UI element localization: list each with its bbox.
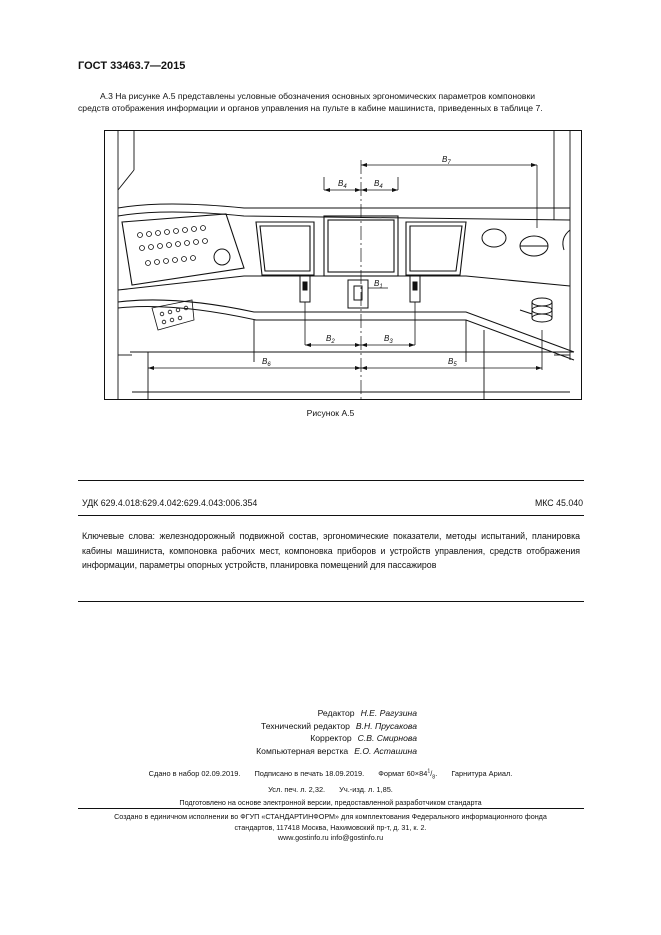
driver-console-drawing bbox=[104, 130, 582, 400]
dimension-lines bbox=[148, 165, 542, 370]
indicator-lamps bbox=[138, 226, 208, 266]
control-handles bbox=[300, 276, 420, 308]
left-button-panel bbox=[152, 300, 194, 330]
gauge-left bbox=[214, 249, 230, 265]
console-lower-contour bbox=[118, 276, 570, 290]
footer-line-1: Создано в единичном исполнении во ФГУП «СТАНДАРТИНФОРМ» для комплектования Федерального информационного фонда bbox=[114, 812, 547, 821]
dimension-arrows bbox=[148, 163, 542, 370]
figure-frame bbox=[105, 131, 582, 400]
print-sent: Сдано в набор 02.09.2019. bbox=[148, 769, 241, 779]
footer-line-3: www.gostinfo.ru info@gostinfo.ru bbox=[277, 833, 384, 842]
credit-editor: Редактор Н.Е. Рагузина bbox=[317, 708, 417, 718]
credit-corrector: Корректор С.В. Смирнова bbox=[310, 733, 417, 743]
intro-line-1: А.3 На рисунке А.5 представлены условные обозначения основных эргономических параметров компоновки bbox=[100, 91, 536, 101]
document-code: ГОСТ 33463.7—2015 bbox=[78, 60, 186, 72]
print-pub-sheets: Уч.-изд. л. 1,85. bbox=[339, 784, 393, 794]
cabin-right-wall bbox=[554, 130, 570, 360]
prepared-note: Подготовлено на основе электронной версии, предоставленной разработчиком стандарта bbox=[179, 798, 482, 807]
label-b6: $B_6$ bbox=[262, 357, 271, 368]
print-format: Формат $60\times 84^1/_8$. bbox=[378, 769, 438, 781]
print-font: Гарнитура Ариал. bbox=[451, 769, 513, 779]
credit-layout: Компьютерная верстка Е.О. Асташина bbox=[256, 745, 417, 756]
label-b1: $B_1$ bbox=[374, 279, 383, 290]
print-sheets: Усл. печ. л. 2,32. bbox=[268, 784, 326, 794]
control-knob-right bbox=[520, 298, 552, 322]
figure-caption: Рисунок А.5 bbox=[306, 408, 355, 418]
cabin-left-wall bbox=[118, 130, 134, 400]
label-b5: $B_5$ bbox=[448, 357, 457, 368]
lower-cabinet bbox=[130, 320, 574, 400]
divider-middle bbox=[78, 515, 584, 516]
print-details bbox=[0, 767, 661, 795]
publisher-footer bbox=[0, 812, 661, 844]
intro-paragraph bbox=[78, 90, 584, 114]
label-b2: $B_2$ bbox=[326, 334, 335, 345]
udk-code: УДК 629.4.018:629.4.042:629.4.043:006.354 bbox=[82, 498, 258, 508]
divider-top bbox=[78, 480, 584, 481]
keywords: Ключевые слова: железнодорожный подвижной состав, эргономические показатели, методы испытаний, планировка кабины машиниста, компоновка рабочих мест, компоновка приборов и устройств управления, средств отображения информации, параметры опорных устройств, планировка помещений для пассажиров bbox=[82, 531, 580, 570]
mks-code: МКС 45.040 bbox=[534, 498, 583, 508]
divider-bottom bbox=[78, 601, 584, 602]
print-signed: Подписано в печать 18.09.2019. bbox=[254, 769, 365, 779]
console-top-edge bbox=[118, 204, 570, 208]
label-b4-left: $B_4$ bbox=[338, 179, 347, 190]
intro-line-2: средств отображения информации и органов управления на пульте в кабине машиниста, приведенных в таблице 7. bbox=[78, 103, 543, 113]
credit-tech-editor: Технический редактор В.Н. Прусакова bbox=[260, 720, 417, 731]
credits-block bbox=[256, 707, 417, 757]
label-b7: $B_7$ bbox=[442, 155, 451, 166]
divider-footer bbox=[78, 808, 584, 809]
footer-line-2: стандартов, 117418 Москва, Нахимовский пр-т, д. 31, к. 2. bbox=[234, 822, 427, 832]
label-b3: $B_3$ bbox=[384, 334, 393, 345]
right-gauges bbox=[482, 229, 570, 256]
label-b4-right: $B_4$ bbox=[374, 179, 383, 190]
